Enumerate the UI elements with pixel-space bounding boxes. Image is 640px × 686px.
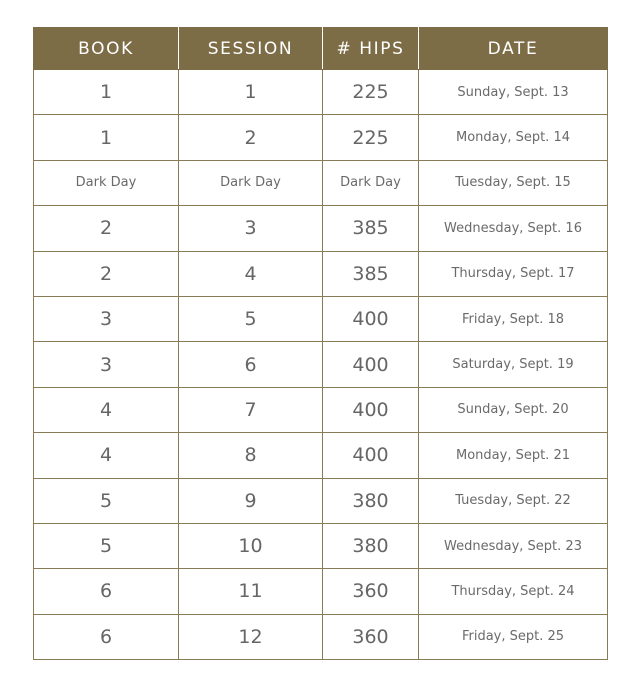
table-row bbox=[34, 387, 608, 432]
cell-session: Dark Day bbox=[179, 160, 323, 205]
cell-book: 5 bbox=[34, 523, 179, 568]
cell-session: 9 bbox=[179, 478, 323, 523]
cell-hips: 400 bbox=[323, 387, 419, 432]
cell-book: 4 bbox=[34, 433, 179, 478]
cell-session: 1 bbox=[179, 70, 323, 115]
cell-date: Monday, Sept. 21 bbox=[419, 433, 608, 478]
cell-hips: Dark Day bbox=[323, 160, 419, 205]
table-row bbox=[34, 251, 608, 296]
column-header-date: DATE bbox=[419, 28, 608, 70]
table-row bbox=[34, 206, 608, 251]
cell-session: 10 bbox=[179, 523, 323, 568]
cell-date: Wednesday, Sept. 16 bbox=[419, 206, 608, 251]
cell-session: 6 bbox=[179, 342, 323, 387]
cell-session: 3 bbox=[179, 206, 323, 251]
cell-book: 1 bbox=[34, 115, 179, 160]
table-row bbox=[34, 70, 608, 115]
cell-hips: 360 bbox=[323, 569, 419, 614]
cell-date: Monday, Sept. 14 bbox=[419, 115, 608, 160]
cell-date: Wednesday, Sept. 23 bbox=[419, 523, 608, 568]
cell-hips: 400 bbox=[323, 342, 419, 387]
cell-book: 4 bbox=[34, 387, 179, 432]
table-row bbox=[34, 296, 608, 341]
cell-date: Tuesday, Sept. 22 bbox=[419, 478, 608, 523]
cell-date: Sunday, Sept. 13 bbox=[419, 70, 608, 115]
cell-session: 12 bbox=[179, 614, 323, 659]
table-row bbox=[34, 433, 608, 478]
header-row bbox=[34, 28, 608, 70]
cell-session: 5 bbox=[179, 296, 323, 341]
cell-book: 3 bbox=[34, 296, 179, 341]
cell-session: 8 bbox=[179, 433, 323, 478]
cell-hips: 225 bbox=[323, 70, 419, 115]
cell-hips: 400 bbox=[323, 296, 419, 341]
cell-book: 2 bbox=[34, 251, 179, 296]
cell-session: 4 bbox=[179, 251, 323, 296]
table-row bbox=[34, 478, 608, 523]
column-header-book: BOOK bbox=[34, 28, 179, 70]
cell-hips: 225 bbox=[323, 115, 419, 160]
cell-session: 11 bbox=[179, 569, 323, 614]
table-row bbox=[34, 614, 608, 659]
cell-session: 2 bbox=[179, 115, 323, 160]
cell-hips: 380 bbox=[323, 478, 419, 523]
cell-hips: 360 bbox=[323, 614, 419, 659]
cell-date: Thursday, Sept. 24 bbox=[419, 569, 608, 614]
table-header bbox=[34, 28, 608, 70]
cell-book: 1 bbox=[34, 70, 179, 115]
cell-date: Saturday, Sept. 19 bbox=[419, 342, 608, 387]
cell-book: 2 bbox=[34, 206, 179, 251]
table-row bbox=[34, 523, 608, 568]
cell-book: Dark Day bbox=[34, 160, 179, 205]
table-row bbox=[34, 342, 608, 387]
cell-book: 3 bbox=[34, 342, 179, 387]
cell-book: 6 bbox=[34, 569, 179, 614]
cell-date: Tuesday, Sept. 15 bbox=[419, 160, 608, 205]
cell-date: Sunday, Sept. 20 bbox=[419, 387, 608, 432]
cell-hips: 385 bbox=[323, 251, 419, 296]
cell-book: 6 bbox=[34, 614, 179, 659]
table-row-dark-day bbox=[34, 160, 608, 205]
table-row bbox=[34, 569, 608, 614]
cell-book: 5 bbox=[34, 478, 179, 523]
cell-hips: 380 bbox=[323, 523, 419, 568]
column-header-session: SESSION bbox=[179, 28, 323, 70]
cell-date: Thursday, Sept. 17 bbox=[419, 251, 608, 296]
column-header-hips: # HIPS bbox=[323, 28, 419, 70]
sale-schedule-table bbox=[33, 27, 608, 660]
cell-hips: 385 bbox=[323, 206, 419, 251]
cell-hips: 400 bbox=[323, 433, 419, 478]
cell-session: 7 bbox=[179, 387, 323, 432]
cell-date: Friday, Sept. 25 bbox=[419, 614, 608, 659]
cell-date: Friday, Sept. 18 bbox=[419, 296, 608, 341]
table-body bbox=[34, 70, 608, 660]
table-row bbox=[34, 115, 608, 160]
